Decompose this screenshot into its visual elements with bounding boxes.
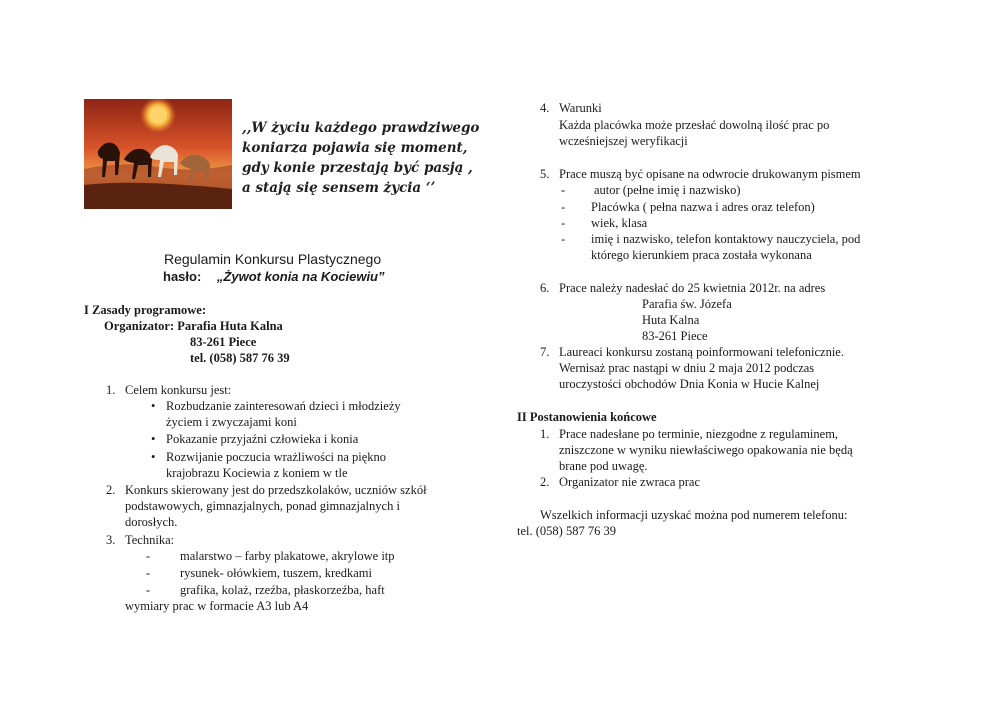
section-2-heading: II Postanowienia końcowe bbox=[517, 410, 657, 424]
list-item-text: Wernisaż prac nastąpi w dniu 2 maja 2012 podczas bbox=[559, 361, 815, 375]
list-item-text: Laureaci konkursu zostaną poinformowani telefonicznie. bbox=[559, 345, 844, 359]
list-item-text: wcześniejszej weryfikacji bbox=[559, 134, 688, 148]
quote-block bbox=[242, 118, 479, 198]
horses-painting-image bbox=[84, 99, 232, 209]
organizer-line: Organizator: Parafia Huta Kalna bbox=[104, 319, 283, 333]
bullet-item-continuation: krajobrazu Kociewia z koniem w tle bbox=[166, 466, 348, 480]
list-item-text: Każda placówka może przesłać dowolną ilość prac po bbox=[559, 118, 830, 132]
contact-phone: tel. (058) 587 76 39 bbox=[517, 524, 616, 538]
dash-marker: - bbox=[561, 200, 566, 214]
list-item-text: Konkurs skierowany jest do przedszkolaków, uczniów szkół bbox=[125, 483, 427, 497]
organizer-phone: tel. (058) 587 76 39 bbox=[190, 351, 290, 365]
section-1-heading: I Zasady programowe: bbox=[84, 303, 206, 317]
list-number: 4. bbox=[540, 101, 550, 115]
dash-marker: - bbox=[561, 232, 566, 246]
list-number: 2. bbox=[106, 483, 116, 497]
quote-line: gdy konie przestają być pasją , bbox=[242, 160, 473, 176]
quote-line: koniarza pojawia się moment, bbox=[242, 140, 468, 156]
list-item-text: dorosłych. bbox=[125, 515, 178, 529]
quote-line: a stają się sensem życia ‘’ bbox=[242, 180, 436, 196]
list-number: 1. bbox=[540, 427, 550, 441]
format-note: wymiary prac w formacie A3 lub A4 bbox=[125, 599, 309, 613]
label-requirement-continuation: którego kierunkiem praca została wykonana bbox=[591, 248, 812, 262]
dash-marker: - bbox=[146, 566, 151, 580]
dash-marker: - bbox=[146, 583, 151, 597]
bullet-item: • Pokazanie przyjaźni człowieka i konia bbox=[166, 431, 358, 447]
list-number: 6. bbox=[540, 281, 550, 295]
technique-item: malarstwo – farby plakatowe, akrylowe itp bbox=[180, 549, 395, 563]
contact-info: Wszelkich informacji uzyskać można pod numerem telefonu: bbox=[540, 508, 848, 522]
list-item-text: brane pod uwagę. bbox=[559, 459, 648, 473]
list-number: 7. bbox=[540, 345, 550, 359]
technique-item: rysunek- ołówkiem, tuszem, kredkami bbox=[180, 566, 372, 580]
list-item-text: Prace nadesłane po terminie, niezgodne z regulaminem, bbox=[559, 427, 839, 441]
list-item-text: Warunki bbox=[559, 101, 602, 115]
list-number: 2. bbox=[540, 475, 550, 489]
list-number: 5. bbox=[540, 167, 550, 181]
list-number: 3. bbox=[106, 533, 116, 547]
list-item-text: uroczystości obchodów Dnia Konia w Hucie Kalnej bbox=[559, 377, 820, 391]
dash-marker: - bbox=[561, 216, 566, 230]
list-item-text: Technika: bbox=[125, 533, 175, 547]
label-requirement: Placówka ( pełna nazwa i adres oraz telefon) bbox=[591, 200, 815, 214]
list-item-text: zniszczone w wyniku niewłaściwego opakowania nie będą bbox=[559, 443, 853, 457]
list-item-text: podstawowych, gimnazjalnych, ponad gimnazjalnych i bbox=[125, 499, 400, 513]
list-number: 1. bbox=[106, 383, 116, 397]
bullet-item: • Rozbudzanie zainteresowań dzieci i młodzieży bbox=[166, 398, 401, 414]
motto-text: „Żywot konia na Kociewiu” bbox=[216, 269, 385, 284]
quote-line: ,,W życiu każdego prawdziwego bbox=[242, 120, 480, 136]
contest-motto bbox=[163, 268, 385, 286]
document-title: Regulamin Konkursu Plastycznego bbox=[164, 251, 382, 267]
motto-label: hasło: bbox=[163, 269, 202, 284]
technique-item: grafika, kolaż, rzeźba, płaskorzeźba, haft bbox=[180, 583, 385, 597]
organizer-postal: 83-261 Piece bbox=[190, 335, 257, 349]
bullet-item: • Rozwijanie poczucia wrażliwości na piękno bbox=[166, 449, 386, 465]
list-item-text: Prace należy nadesłać do 25 kwietnia 2012r. na adres bbox=[559, 281, 826, 295]
list-item-text: Celem konkursu jest: bbox=[125, 383, 232, 397]
address-line: Huta Kalna bbox=[642, 313, 700, 327]
label-requirement: autor (pełne imię i nazwisko) bbox=[594, 183, 741, 197]
dash-marker: - bbox=[146, 549, 151, 563]
address-line: 83-261 Piece bbox=[642, 329, 708, 343]
dash-marker: - bbox=[561, 183, 566, 197]
list-item-text: Organizator nie zwraca prac bbox=[559, 475, 701, 489]
bullet-item-continuation: życiem i zwyczajami koni bbox=[166, 415, 297, 429]
address-line: Parafia św. Józefa bbox=[642, 297, 732, 311]
list-item-text: Prace muszą być opisane na odwrocie drukowanym pismem bbox=[559, 167, 861, 181]
label-requirement: wiek, klasa bbox=[591, 216, 648, 230]
label-requirement: imię i nazwisko, telefon kontaktowy nauczyciela, pod bbox=[591, 232, 861, 246]
